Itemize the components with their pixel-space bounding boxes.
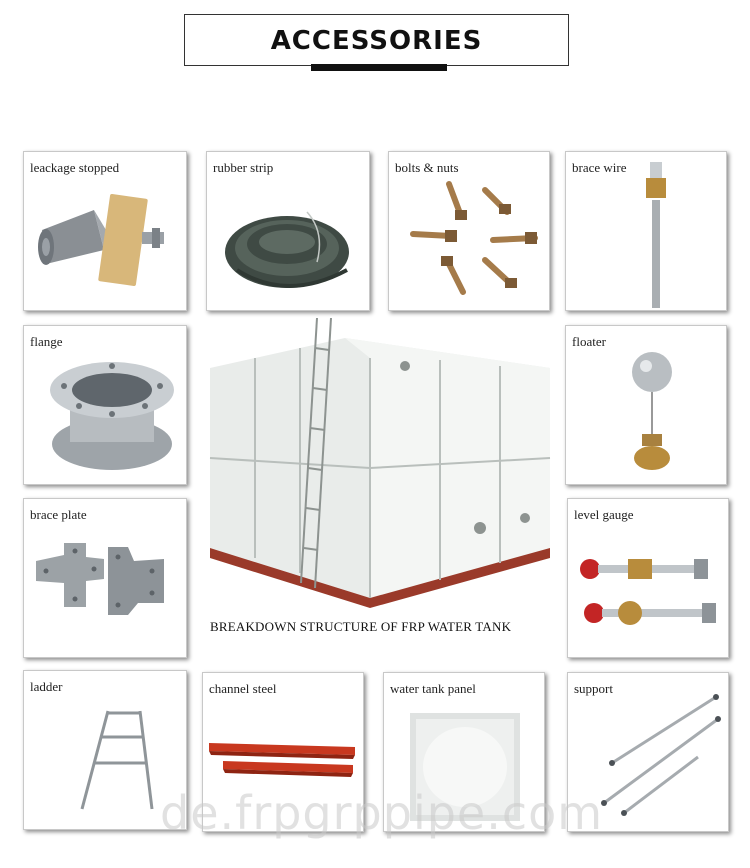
accessory-label: leackage stopped: [30, 160, 120, 175]
accessory-card-leakage-stopped: [23, 151, 187, 311]
title-underline: [311, 64, 447, 71]
floater-image: [566, 326, 727, 485]
brace-wire-image: [566, 152, 727, 311]
accessory-label: water tank panel: [390, 681, 476, 696]
accessory-card-floater: [565, 325, 727, 485]
accessory-label: flange: [30, 334, 63, 349]
accessory-label: level gauge: [574, 507, 634, 522]
level-gauge-image: [568, 499, 729, 658]
accessory-card-level-gauge: [567, 498, 729, 658]
flange-image: [24, 326, 187, 485]
accessory-label: floater: [572, 334, 606, 349]
accessory-label: rubber strip: [213, 160, 274, 175]
accessory-card-brace-plate: [23, 498, 187, 658]
watermark: de.frpgrppipe.com: [160, 786, 604, 840]
rubber-strip-image: [207, 152, 370, 311]
accessory-label: bolts & nuts: [395, 160, 459, 175]
accessory-card-flange: [23, 325, 187, 485]
accessory-label: brace plate: [30, 507, 87, 522]
accessory-label: support: [574, 681, 613, 696]
title-box: [184, 14, 569, 66]
accessory-label: ladder: [30, 679, 63, 694]
leakage-stopper-image: [24, 152, 187, 311]
brace-plate-image: [24, 499, 187, 658]
accessory-label: channel steel: [209, 681, 277, 696]
page-title: ACCESSORIES: [270, 26, 483, 56]
accessory-label: brace wire: [572, 160, 627, 175]
accessory-card-bolts-nuts: [388, 151, 550, 311]
tank-caption: BREAKDOWN STRUCTURE OF FRP WATER TANK: [210, 619, 512, 634]
accessory-card-rubber-strip: [206, 151, 370, 311]
frp-water-tank-image: [205, 318, 557, 608]
bolts-nuts-image: [389, 152, 550, 311]
accessory-card-brace-wire: [565, 151, 727, 311]
